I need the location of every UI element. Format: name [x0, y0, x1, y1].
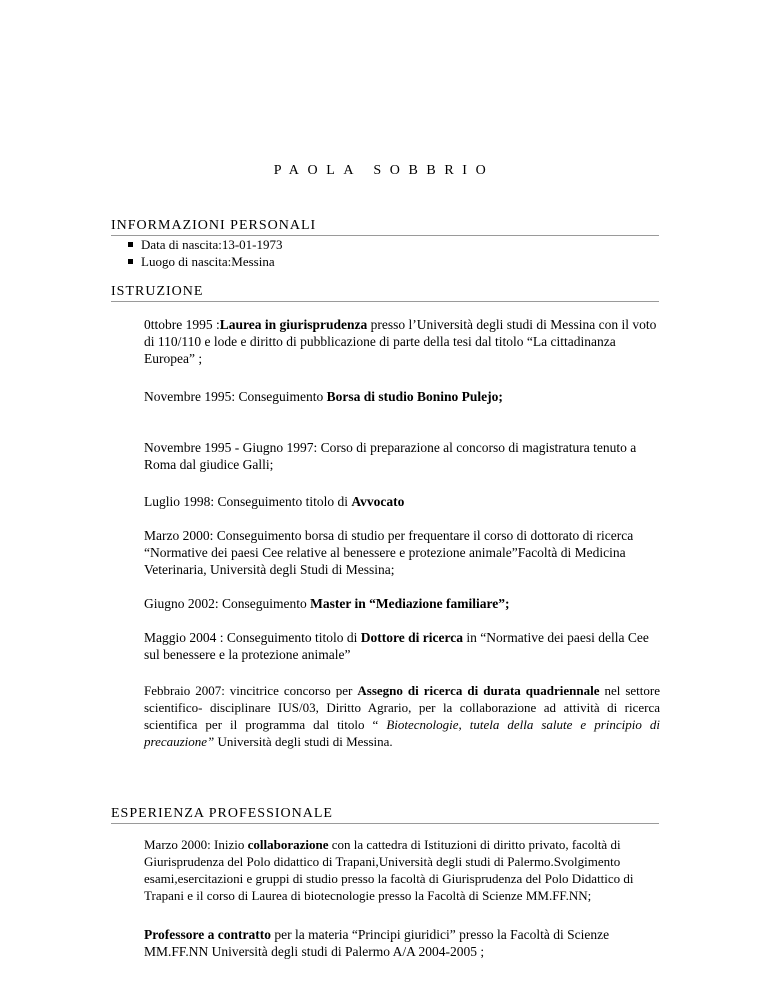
candidate-name: PAOLA SOBBRIO	[273, 163, 495, 178]
list-item: Luogo di nascita:Messina	[128, 253, 283, 270]
section-header-education: ISTRUZIONE	[111, 284, 659, 302]
section-header-personal: INFORMAZIONI PERSONALI	[111, 218, 659, 236]
square-bullet-icon	[128, 259, 133, 264]
education-entry: Marzo 2000: Conseguimento borsa di studio per frequentare il corso di dottorato di ricerca “Normative dei paesi Cee relative al benessere e protezione animale”Facoltà di Medicina Veterinaria, Università degli Studi di Messina;	[144, 528, 634, 577]
education-entry: Maggio 2004 : Conseguimento titolo di Dottore di ricerca in “Normative dei paesi della Cee sul benessere e la protezione animale”	[144, 630, 649, 662]
education-entry: Giugno 2002: Conseguimento Master in “Mediazione familiare”;	[144, 596, 510, 611]
square-bullet-icon	[128, 242, 133, 247]
education-entry: Luglio 1998: Conseguimento titolo di Avvocato	[144, 494, 405, 509]
personal-info-list	[128, 236, 283, 270]
education-entry: Novembre 1995: Conseguimento Borsa di studio Bonino Pulejo;	[144, 389, 503, 404]
education-entry: 0ttobre 1995 :Laurea in giurisprudenza presso l’Università degli studi di Messina con il voto di 110/110 e lode e diritto di pubblicazione di parte della tesi dal titolo “La cittadinanza Europea” ;	[144, 317, 657, 366]
experience-entry: Professore a contratto per la materia “Principi giuridici” presso la Facoltà di Scienze MM.FF.NN Università degli studi di Palermo A/A 2004-2005 ;	[144, 927, 610, 959]
list-item: Data di nascita:13-01-1973	[128, 236, 283, 253]
experience-entry: Marzo 2000: Inizio collaborazione con la cattedra di Istituzioni di diritto privato, facoltà di Giurisprudenza del Polo didattico di Trapani,Università degli studi di Palermo.Svolgimento esami,esercitazioni e gruppi di studio presso la facoltà di Giurisprudenza del Polo Didattico di Trapani e il corso di Laurea di biotecnologie presso la Facoltà di Scienze MM.FF.NN;	[144, 837, 634, 903]
section-header-experience: ESPERIENZA PROFESSIONALE	[111, 806, 659, 824]
education-entry: Novembre 1995 - Giugno 1997: Corso di preparazione al concorso di magistratura tenuto a Roma dal giudice Galli;	[144, 440, 637, 472]
education-entry: Febbraio 2007: vincitrice concorso per Assegno di ricerca di durata quadriennale nel settore scientifico- disciplinare IUS/03, Diritto Agrario, per la collaborazione ad attività di ricerca scientifica per il programma dal titolo “ Biotecnologie, tutela della salute e principio di precauzione” Università degli studi di Messina.	[144, 683, 660, 749]
